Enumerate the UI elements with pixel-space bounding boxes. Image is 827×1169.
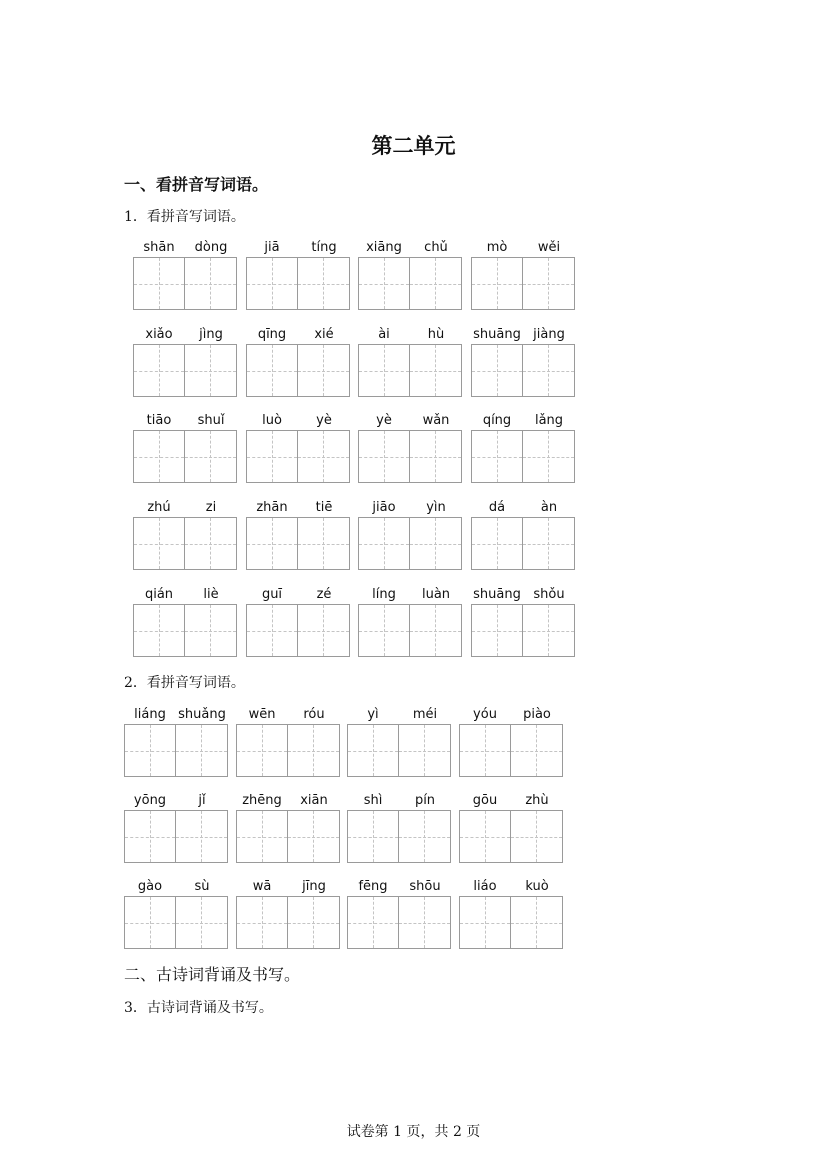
pinyin: yóu bbox=[473, 707, 497, 722]
word-box bbox=[358, 499, 462, 569]
pinyin: pín bbox=[414, 793, 436, 808]
word-box bbox=[133, 412, 237, 482]
pinyin: shuāng bbox=[473, 327, 521, 342]
pinyin: wǎn bbox=[422, 413, 450, 428]
pinyin: sù bbox=[194, 879, 210, 894]
writing-grid[interactable] bbox=[236, 896, 340, 949]
pinyin: jǐ bbox=[198, 793, 206, 808]
word-box bbox=[459, 706, 563, 776]
pinyin: méi bbox=[412, 707, 438, 722]
pinyin: qīng bbox=[257, 327, 287, 342]
word-box bbox=[358, 586, 462, 656]
pinyin: dá bbox=[488, 500, 506, 515]
pinyin: liáo bbox=[473, 879, 497, 894]
pinyin: xié bbox=[314, 327, 334, 342]
pinyin: wēn bbox=[248, 707, 276, 722]
writing-grid[interactable] bbox=[133, 517, 237, 570]
pinyin: ài bbox=[378, 327, 390, 342]
pinyin: shǒu bbox=[533, 587, 565, 602]
pinyin: zi bbox=[205, 500, 217, 515]
writing-grid[interactable] bbox=[133, 430, 237, 483]
pinyin: jiāo bbox=[372, 500, 396, 515]
word-box bbox=[347, 878, 451, 948]
writing-grid[interactable] bbox=[236, 724, 340, 777]
writing-grid[interactable] bbox=[459, 896, 563, 949]
pinyin: liè bbox=[203, 587, 219, 602]
pinyin: piào bbox=[523, 707, 551, 722]
pinyin: yōng bbox=[133, 793, 167, 808]
writing-grid[interactable] bbox=[471, 517, 575, 570]
question-3-label: 3．古诗词背诵及书写。 bbox=[124, 1000, 273, 1016]
word-box bbox=[246, 499, 350, 569]
word-box bbox=[358, 326, 462, 396]
writing-grid[interactable] bbox=[358, 257, 462, 310]
word-box bbox=[124, 792, 228, 862]
pinyin: àn bbox=[540, 500, 558, 515]
pinyin: xiān bbox=[300, 793, 328, 808]
word-box bbox=[246, 412, 350, 482]
pinyin: luàn bbox=[421, 587, 451, 602]
pinyin: wěi bbox=[537, 240, 561, 255]
section-2-heading: 二、古诗词背诵及书写。 bbox=[124, 965, 301, 984]
pinyin: yè bbox=[376, 413, 392, 428]
writing-grid[interactable] bbox=[133, 257, 237, 310]
question-1-label: 1．看拼音写词语。 bbox=[124, 209, 245, 225]
pinyin: xiāng bbox=[366, 240, 402, 255]
pinyin: chǔ bbox=[424, 240, 448, 255]
pinyin: tíng bbox=[311, 240, 337, 255]
writing-grid[interactable] bbox=[124, 810, 228, 863]
pinyin: shān bbox=[143, 240, 175, 255]
pinyin: shuǎng bbox=[178, 707, 226, 722]
word-box bbox=[124, 878, 228, 948]
page-title: 第二单元 bbox=[371, 133, 456, 158]
writing-grid[interactable] bbox=[471, 430, 575, 483]
writing-grid[interactable] bbox=[347, 810, 451, 863]
word-box bbox=[236, 706, 340, 776]
word-box bbox=[236, 792, 340, 862]
pinyin: zhù bbox=[525, 793, 549, 808]
word-box bbox=[347, 792, 451, 862]
pinyin: líng bbox=[372, 587, 396, 602]
pinyin: jiàng bbox=[533, 327, 565, 342]
pinyin: luò bbox=[262, 413, 282, 428]
pinyin: fēng bbox=[358, 879, 388, 894]
writing-grid[interactable] bbox=[246, 430, 350, 483]
word-box bbox=[459, 878, 563, 948]
section-1-heading: 一、看拼音写词语。 bbox=[124, 175, 269, 194]
writing-grid[interactable] bbox=[133, 604, 237, 657]
writing-grid[interactable] bbox=[246, 604, 350, 657]
word-box bbox=[133, 499, 237, 569]
writing-grid[interactable] bbox=[459, 724, 563, 777]
writing-grid[interactable] bbox=[246, 257, 350, 310]
writing-grid[interactable] bbox=[471, 257, 575, 310]
pinyin: shōu bbox=[409, 879, 441, 894]
pinyin: tiē bbox=[315, 500, 333, 515]
pinyin: mò bbox=[486, 240, 508, 255]
pinyin: zhú bbox=[147, 500, 171, 515]
word-box bbox=[133, 586, 237, 656]
pinyin: shì bbox=[363, 793, 383, 808]
word-box bbox=[133, 239, 237, 309]
word-box bbox=[246, 326, 350, 396]
word-box bbox=[471, 586, 575, 656]
word-box bbox=[471, 499, 575, 569]
word-box bbox=[358, 412, 462, 482]
pinyin: gào bbox=[137, 879, 163, 894]
pinyin: jìng bbox=[199, 327, 223, 342]
pinyin: qíng bbox=[482, 413, 512, 428]
word-box bbox=[471, 326, 575, 396]
writing-grid[interactable] bbox=[124, 896, 228, 949]
pinyin: zhēng bbox=[242, 793, 282, 808]
writing-grid[interactable] bbox=[246, 344, 350, 397]
pinyin: dòng bbox=[194, 240, 228, 255]
word-box bbox=[358, 239, 462, 309]
pinyin: shuāng bbox=[473, 587, 521, 602]
pinyin: xiǎo bbox=[145, 327, 173, 342]
pinyin: tiāo bbox=[146, 413, 172, 428]
pinyin: shuǐ bbox=[197, 413, 225, 428]
pinyin: yì bbox=[367, 707, 379, 722]
pinyin: róu bbox=[303, 707, 325, 722]
word-box bbox=[124, 706, 228, 776]
writing-grid[interactable] bbox=[133, 344, 237, 397]
pinyin: qián bbox=[144, 587, 174, 602]
pinyin: jīng bbox=[302, 879, 326, 894]
pinyin: lǎng bbox=[534, 413, 564, 428]
word-box bbox=[459, 792, 563, 862]
pinyin: jiā bbox=[264, 240, 280, 255]
pinyin: yè bbox=[316, 413, 332, 428]
pinyin: kuò bbox=[525, 879, 549, 894]
word-box bbox=[133, 326, 237, 396]
pinyin: wā bbox=[252, 879, 272, 894]
writing-grid[interactable] bbox=[459, 810, 563, 863]
word-box bbox=[347, 706, 451, 776]
word-box bbox=[236, 878, 340, 948]
writing-grid[interactable] bbox=[236, 810, 340, 863]
writing-grid[interactable] bbox=[358, 344, 462, 397]
word-box bbox=[471, 412, 575, 482]
writing-grid[interactable] bbox=[358, 430, 462, 483]
word-box bbox=[246, 239, 350, 309]
writing-grid[interactable] bbox=[358, 604, 462, 657]
page-footer: 试卷第 1 页，共 2 页 bbox=[346, 1124, 481, 1140]
pinyin: hù bbox=[427, 327, 445, 342]
pinyin: zé bbox=[316, 587, 332, 602]
pinyin: liáng bbox=[134, 707, 166, 722]
pinyin: guī bbox=[261, 587, 283, 602]
word-box bbox=[471, 239, 575, 309]
pinyin: yìn bbox=[426, 500, 446, 515]
pinyin: zhān bbox=[256, 500, 288, 515]
writing-grid[interactable] bbox=[124, 724, 228, 777]
writing-grid[interactable] bbox=[246, 517, 350, 570]
writing-grid[interactable] bbox=[471, 344, 575, 397]
pinyin: gōu bbox=[472, 793, 498, 808]
writing-grid[interactable] bbox=[347, 724, 451, 777]
writing-grid[interactable] bbox=[347, 896, 451, 949]
question-2-label: 2．看拼音写词语。 bbox=[124, 675, 245, 691]
word-box bbox=[246, 586, 350, 656]
writing-grid[interactable] bbox=[471, 604, 575, 657]
writing-grid[interactable] bbox=[358, 517, 462, 570]
